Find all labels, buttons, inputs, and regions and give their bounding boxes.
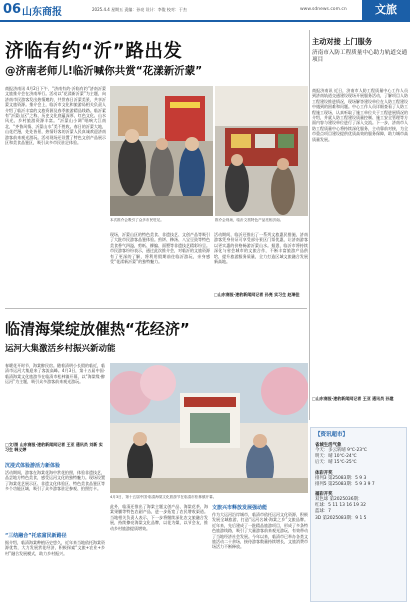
story1-column-4: 活动期间，临沂还推出了一系列文旅惠民措施，济南游客凭身份证可享受部分景区门票优惠，让济南游客以更实惠的价格畅游沂蒙山水。据悉，临沂市将持续深化与省会城市的文旅合作，不断丰富旅游产品供给，提升旅游服务质量，全力打造区域文旅融合发展新高地。 bbox=[214, 232, 308, 265]
story1-headline: 济临有约“沂”路出发 bbox=[5, 41, 183, 62]
story2-section-a-title: 沉浸式体验游活力新体验 bbox=[5, 463, 61, 469]
paper-name: 山东商报 bbox=[22, 7, 62, 18]
sidebar-text: 商报济南讯 近日，济南市人防工程质量中心工作人员到济南轨道交通建设现场开展服务活动，了解项目人防工程建设推进情况，现场解答建设单位在人防工程建设中遇到的困难和问题。中心工作人员详细查看了人防工程施工现场，认真听取了施工单位关于工程进展情况的介绍，并就人防工程建设质量控制、施工安全管理等方面内容与建设单位进行了深入交流。下一步，济南市人防工程质量中心将持续深化服务，主动靠前对接，为全市重点项目建设提供优质高效的服务保障，助力城市高质量发展。 bbox=[312, 88, 408, 142]
info-box-title: 【资讯超市】 bbox=[315, 432, 349, 438]
lottery-welfare-line-2: 红球：5 11 13 16 19 32 bbox=[315, 503, 366, 509]
info-box bbox=[310, 427, 407, 602]
lottery-sports-line-2: 排列5 第25083期：5 9 3 9 7 bbox=[315, 481, 375, 487]
story2-section-a-text: 活动期间，游客在海棠花海中赏花拍照，体验非遗技艺，品尝地方特色美食，感受运河文化的独特魅力。现场设置了海棠花艺展示区、非遗文化体验区、特色美食品鉴区等多个功能区域，吸引了众多游客驻足参观、拍照打卡。 bbox=[5, 470, 105, 492]
story1-photo-2-caption: 推介会现场，临沂文旅特色产品亮相济南。 bbox=[215, 218, 284, 222]
story2-subheadline: 运河大集激活乡村振兴新动能 bbox=[5, 344, 116, 354]
story1-column-1: 商报济南讯 4月2日下午，“济南有约·沂临有约”济南沂蒙文旅推介会在济南举行。活动以“花漾新沂蒙”为主题，向济南市民游客发出热情邀约，共赏春日沂蒙美景，共享沂蒙文旅资源。推介会上，临沂市文化和旅游局相关负责人介绍了临沂丰富的文旅资源及春季旅游精品线路。临沂素有“沂蒙山区”之称，历史文化底蕴深厚，红色文化、山水风光、乡村旅游资源丰富。“沂蒙山小调”唱响大江南北，“齐鲁风情、沂蒙山水”美不胜收。春日的沂蒙大地，山花烂漫，处处皆景，热情好客的沂蒙人民真诚欢迎济南游客前来观光游玩。活动现场还设置了特色文创产品展示区和美食品鉴区，吸引众多市民驻足体验。 bbox=[5, 86, 106, 146]
weather-today: 今天：多云转晴 9℃-23℃ bbox=[315, 448, 367, 453]
story2-section-b-title: “三结融合”托底富民新路径 bbox=[5, 533, 67, 539]
lottery-welfare-line-4: 3D 第2025083期：9 1 5 bbox=[315, 515, 367, 521]
weather-after: 后天：晴 15℃-25℃ bbox=[315, 460, 357, 466]
page-header bbox=[0, 0, 410, 22]
story2-photo bbox=[110, 363, 308, 493]
story1-photo-1-caption: 本次推介会吸引了众多市民驻足。 bbox=[110, 218, 164, 222]
story2-byline: □文/图 山东商报·速豹新闻网记者 王亚 通讯员 刘新 实习生 韩义婷 bbox=[5, 442, 103, 453]
story1-column-3: 现场，沂蒙山区的特色美食、非遗技艺、文创产品等吸引了大批市民游客品鉴体验。煎饼、糁汤、八宝豆豉等特色美食香气四溢，剪纸、柳编、面塑等非遗技艺精彩纷呈。市民游客纷纷表示，通过此次推介会，对临沂的文旅资源有了更深的了解，将利用假期前往临沂游玩，亲身感受“花漾新沂蒙”的独特魅力。 bbox=[110, 232, 210, 265]
header-meta: 2025.4.4 星期五 责编：孙亮 设计：李俊 校对：于杰 bbox=[92, 7, 187, 12]
story1-photo-2 bbox=[215, 86, 308, 216]
sidebar-byline: □山东商报·速豹新闻网记者 王亚 通讯员 孙建 bbox=[312, 396, 394, 401]
lottery-sports-line-1: 排列3 第25083期：5 9 3 bbox=[315, 475, 367, 481]
weather-tomorrow: 明天：晴 10℃-24℃ bbox=[315, 454, 357, 460]
lottery-welfare-title: 福彩开奖 bbox=[315, 492, 333, 498]
lottery-welfare-line-1: 双色球 第2025036期： bbox=[315, 497, 363, 503]
section-tag: 文旅 bbox=[362, 0, 410, 20]
sidebar-heading bbox=[312, 37, 408, 65]
story2-column-3: 作为大运河沿岸城市，临清市依托运河文化资源，积极发展全域旅游，打造“运河名城·海棠之乡”文旅品牌。近年来，先后建成了一批精品旅游项目，形成了多条特色旅游线路，吸引了大量游客前来观光游玩，有效带动了当地经济社会发展。今年以来，临清市已举办各类文旅活动二十余场，接待游客数量持续增长，文旅消费市场活力不断释放。 bbox=[212, 512, 308, 550]
website-link[interactable]: www.sdnews.com.cn bbox=[300, 7, 347, 12]
story2-intro-text: 春暖花开时节，海棠醉民宿。随着清明小长假的临近，临清市运河大集迎来了客流高峰。4月3日，第十五届中国·临清海棠文化旅游节在临清市松林镇开幕，以“海棠缘·醉运河”为主题，吸引众多游客前来观光游玩。 bbox=[5, 363, 105, 385]
story1-byline: □山东商报·速豹新闻网记者 孙亮 实习生 赵瑞佳 bbox=[214, 292, 300, 297]
story2-headline: 临清海棠绽放催热“花经济” bbox=[5, 320, 190, 338]
story1-photo-1 bbox=[110, 86, 213, 216]
story2-column-2: 此外，临清还推出了海棠主题文创产品、海棠花茶、海棠果脯等特色农副产品，进一步拓宽了农民增收渠道。当地相关负责人表示，下一步将继续深化农文旅融合发展，持续擦亮海棠文化品牌，以花为媒，以节会友，推动乡村旅游提质增效。 bbox=[110, 504, 208, 531]
lottery-welfare-line-3: 蓝球：7 bbox=[315, 509, 331, 515]
lottery-sports-title: 体彩开奖 bbox=[315, 470, 333, 476]
story2-section-b-text: 据介绍，临清海棠种植历史悠久，近年来当地依托海棠资源优势，大力发展赏花经济，积极探索“文旅+农业+乡村”融合发展模式，助力乡村振兴。 bbox=[5, 540, 105, 556]
story2-column-3-title: 文旅兴市释放发展强动能 bbox=[212, 505, 268, 511]
story2-photo-caption: 4月3日，第十五届中国·临清海棠文化旅游节在临清市松林镇开幕。 bbox=[110, 495, 217, 499]
sidebar-divider bbox=[309, 30, 310, 420]
sidebar-subheadline: 济南市入防工程质量中心助力轨道交通项目 bbox=[312, 50, 408, 64]
section-divider bbox=[5, 308, 307, 309]
story1-subheadline: @济南老师儿!临沂喊你共赏“花漾新沂蒙” bbox=[5, 65, 203, 77]
sidebar-headline: 主动对接 上门服务 bbox=[312, 37, 373, 46]
weather-title: 省城生活气象 bbox=[315, 443, 342, 448]
page-number: 06 bbox=[3, 2, 22, 17]
